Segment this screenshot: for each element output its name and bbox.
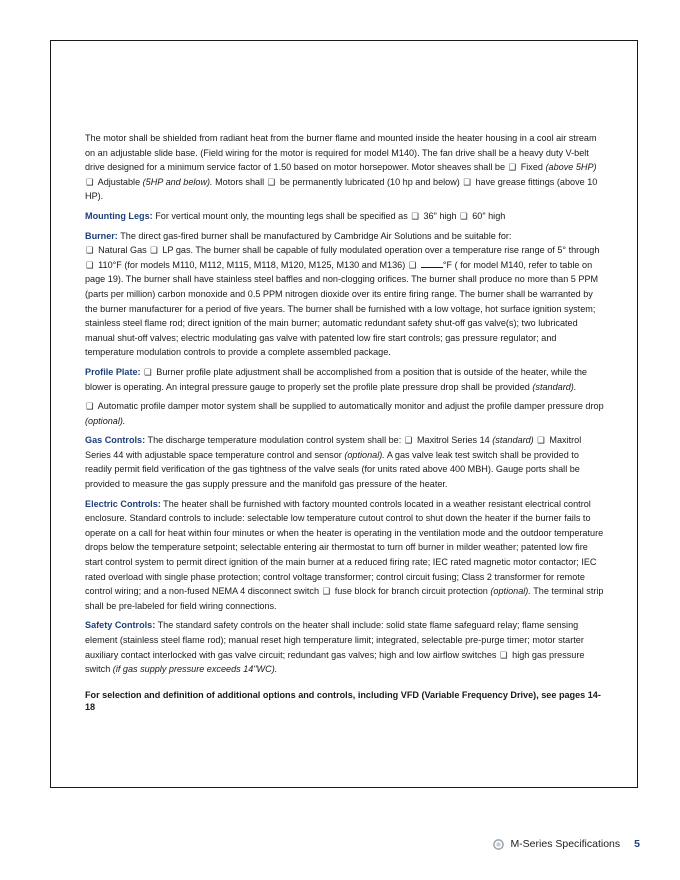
motor-paragraph: The motor shall be shielded from radiant heat from the burner flame and mounted inside the heater housing in a cool air stream on an adjustable slide base. (Field wiring for the motor is required for model M140). The fan drive shall be a heavy duty V-belt drive designed for a minimum service factor of 1.50 based on motor horsepower. Motor sheaves shall be ❑ Fixed (above 5HP) ❑ Adjustable (5HP and below). Motors shall ❑ be permanently lubricated (10 hp and below) ❑ have grease fittings (above 10 HP). — [85, 133, 598, 202]
safety-controls-label: Safety Controls: — [85, 620, 156, 631]
gas-controls-paragraph: Gas Controls: The discharge temperature modulation control system shall be: ❑ Maxitrol Series 14 (standard) ❑ Maxitrol Series 44 with adjustable space temperature control and sensor (optional). A gas valve leak test switch shall be provided to readily permit field verification of the gas tightness of the valve seals (for units rated above 400 MBH). Gauge ports shall be provided to measure the gas supply pressure and the manifold gas pressure of the heater. — [85, 435, 582, 490]
spec-content — [85, 131, 605, 714]
page-number: 5 — [634, 838, 640, 850]
mounting-legs-paragraph: Mounting Legs: For vertical mount only, the mounting legs shall be specified as ❑ 36" high ❑ 60" high — [85, 209, 605, 224]
checkbox-icon[interactable]: ❑ — [408, 259, 417, 270]
burner-label: Burner: — [85, 230, 118, 241]
safety-controls-paragraph: Safety Controls: The standard safety controls on the heater shall include: solid state flame safeguard relay; flame sensing element (stainless steel flame rod); manual reset high temperature limit; integrated, selectable pre-purge timer; motor starter auxiliary contact interlocked with gas valve circuit; redundant gas valves; high and low airflow switches ❑ high gas pressure switch (if gas supply pressure exceeds 14"WC). — [85, 620, 585, 675]
gas-controls-label: Gas Controls: — [85, 435, 146, 446]
checkbox-icon[interactable]: ❑ — [463, 176, 471, 187]
checkbox-icon[interactable]: ❑ — [460, 210, 468, 221]
checkbox-icon[interactable]: ❑ — [86, 176, 94, 187]
checkbox-icon[interactable]: ❑ — [404, 435, 413, 446]
temperature-blank-field[interactable] — [421, 259, 443, 268]
checkbox-icon[interactable]: ❑ — [86, 245, 94, 256]
profile-plate-label: Profile Plate: — [85, 366, 141, 377]
checkbox-icon[interactable]: ❑ — [150, 245, 158, 256]
checkbox-icon[interactable]: ❑ — [144, 366, 152, 377]
cambridge-logo-icon — [493, 839, 504, 850]
electric-controls-paragraph: Electric Controls: The heater shall be furnished with factory mounted controls located in a weather resistant electrical control enclosure. Standard controls to include: selectable low temperature cutout control to shut down the heater if the burner fails to operate on a call for heat within four minutes or when the heater is operating in the ventilation mode and the outdoor temperature drops below the temperature setpoint; selectable entering air thermostat to turn off burner in milder weather; patented low fire start control system to permit direct ignition of the main burner at a reduced firing rate; IEC rated magnetic motor contactor; IEC rated overload with single phase protection; control voltage transformer; control circuit fusing; Class 2 transformer for remote control wiring; and a non-fused NEMA 4 disconnect switch ❑ fuse block for branch circuit protection (optional). The terminal strip shall be pre-labeled for field wiring connections. — [85, 498, 604, 611]
electric-controls-label: Electric Controls: — [85, 498, 161, 509]
checkbox-icon[interactable]: ❑ — [267, 176, 276, 187]
checkbox-icon[interactable]: ❑ — [322, 586, 331, 597]
checkbox-icon[interactable]: ❑ — [86, 401, 94, 412]
profile-damper-paragraph: ❑ Automatic profile damper motor system shall be supplied to automatically monitor and adjust the profile damper pressure drop (optional). — [85, 401, 604, 426]
page-footer — [493, 838, 640, 850]
footer-title: M-Series Specifications — [510, 838, 621, 850]
checkbox-icon[interactable]: ❑ — [499, 649, 508, 660]
options-footnote: For selection and definition of additional options and controls, including VFD (Variable Frequency Drive), see pages 14-18 — [85, 689, 601, 713]
checkbox-icon[interactable]: ❑ — [508, 162, 517, 173]
checkbox-icon[interactable]: ❑ — [86, 259, 94, 270]
mounting-legs-label: Mounting Legs: — [85, 210, 153, 221]
burner-paragraph: Burner: The direct gas-fired burner shall be manufactured by Cambridge Air Solutions and be suitable for: ❑ Natural Gas ❑ LP gas. The burner shall be capable of fully modulated operation over a temperature rise range of 5° through ❑ 110°F (for models M110, M112, M115, M118, M120, M125, M130 and M136) ❑ °F ( for model M140, refer to table on page 19). The burner shall have stainless steel baffles and non-clogging orifices. The burner shall produce no more than 5 PPM (parts per million) carbon monoxide and 0.5 PPM nitrogen dioxide over its entire firing range. The burner shall be warranted by the burner manufacturer for a period of five years. The burner shall be furnished with a low voltage, hot surface ignition system; stainless steel flame rod; direct ignition of the main burner; automatic redundant safety shut-off gas valve(s); two lubricated manual shut-off valves; electric modulating gas valve with patented low fire start controls; gas pressure regulator; and temperature modulation controls to provide a complete assembled package. — [85, 230, 600, 358]
profile-plate-paragraph: Profile Plate: ❑ Burner profile plate adjustment shall be accomplished from a position that is outside of the heater, while the blower is operating. An integral pressure gauge to properly set the profile plate pressure drop shall be provided (standard). — [85, 366, 587, 392]
checkbox-icon[interactable]: ❑ — [411, 210, 419, 221]
checkbox-icon[interactable]: ❑ — [537, 435, 545, 446]
